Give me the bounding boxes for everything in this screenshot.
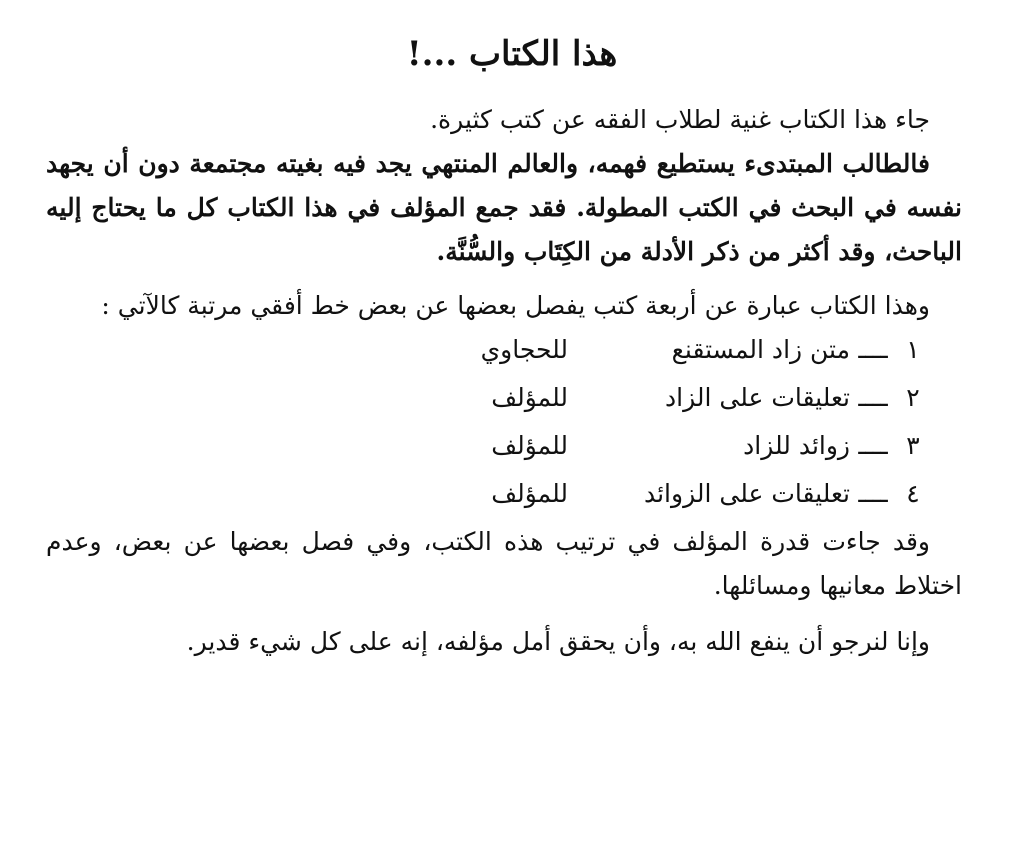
list-item-dash: ــــ [858, 335, 888, 364]
list-item-author: للمؤلف [491, 431, 568, 460]
paragraph-description: فالطالب المبتدىء يستطيع فهمه، والعالم المنتهي يجد فيه بغيته مجتمعة دون أن يجهد نفسه في البحث في الكتب المطولة. فقد جمع المؤلف في هذا الكتاب كل ما يحتاج إليه الباحث، وقد أكثر من ذكر الأدلة من الكِتَاب والسُّنَّة. [46, 149, 962, 266]
list-item-dash: ــــ [858, 479, 888, 508]
paragraph-closing: وإنا لنرجو أن ينفع الله به، وأن يحقق أمل مؤلفه، إنه على كل شيء قدير. [186, 627, 930, 656]
page-title: هذا الكتاب ...! [406, 34, 618, 74]
list-item-dash: ــــ [858, 383, 888, 412]
list-item-number: ١ [906, 335, 920, 364]
paragraph-structure: وهذا الكتاب عبارة عن أربعة كتب يفصل بعضها عن بعض خط أفقي مرتبة كالآتي : [101, 291, 930, 320]
list-item-title: زوائد للزاد [743, 431, 850, 460]
list-item-number: ٣ [906, 431, 920, 460]
list-item-number: ٢ [906, 383, 920, 412]
paragraph-arrangement: وقد جاءت قدرة المؤلف في ترتيب هذه الكتب، وفي فصل بعضها عن بعض، وعدم اختلاط معانيها ومسائلها. [46, 527, 962, 600]
list-item-author: للمؤلف [491, 479, 568, 508]
list-item [46, 472, 962, 520]
list-item [46, 376, 962, 424]
body-text [46, 98, 962, 664]
list-item [46, 424, 962, 472]
list-item-title: تعليقات على الزاد [665, 383, 850, 412]
list-item-author: للمؤلف [491, 383, 568, 412]
list-item-number: ٤ [906, 479, 920, 508]
list-item [46, 328, 962, 376]
list-item-author: للحجاوي [480, 335, 568, 364]
list-item-dash: ــــ [858, 431, 888, 460]
paragraph-intro: جاء هذا الكتاب غنية لطلاب الفقه عن كتب كثيرة. [430, 105, 930, 134]
book-list [46, 328, 962, 520]
list-item-title: تعليقات على الزوائد [643, 479, 850, 508]
list-item-title: متن زاد المستقنع [671, 335, 850, 364]
